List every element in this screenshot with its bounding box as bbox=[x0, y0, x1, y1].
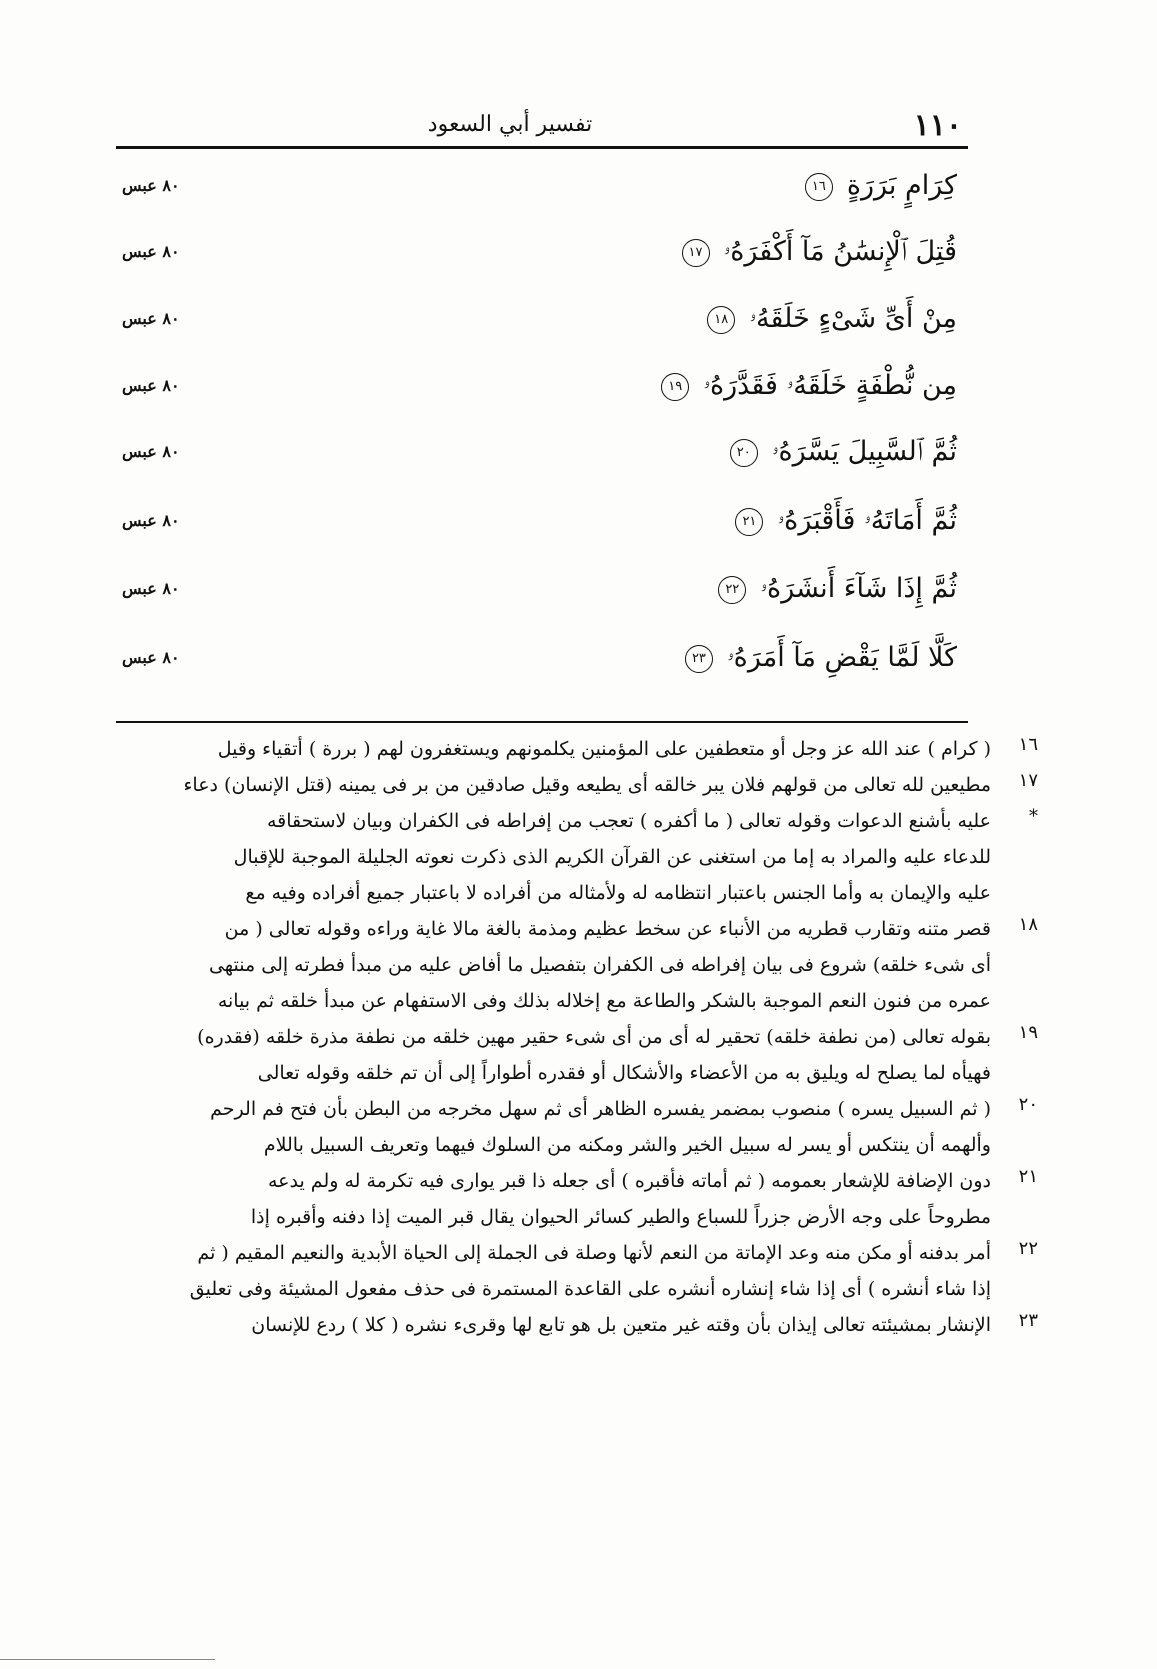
commentary-text: مطيعين لله تعالى من قولهم فلان يبر خالقه أى يطيعه وقيل صادقين من بر فى يمينه (قتل الإنسان) دعاء bbox=[183, 774, 991, 796]
verse-line: مِنْ أَىِّ شَىْءٍ خَلَقَهُۥ١٨ bbox=[357, 303, 957, 335]
commentary-line bbox=[0, 1166, 1157, 1202]
verse-reference: ٨٠ عبس bbox=[122, 511, 180, 530]
section-rule bbox=[116, 721, 968, 723]
verse-reference: ٨٠ عبس bbox=[122, 376, 180, 395]
verse-row bbox=[0, 563, 1157, 623]
commentary-text: مطروحاً على وجه الأرض جزراً للسباع والطير كسائر الحيوان يقال قبر الميت إذا دفنه وأقبره إذا bbox=[250, 1206, 991, 1228]
verse-block bbox=[0, 160, 1157, 705]
verse-line: كَلَّا لَمَّا يَقْضِ مَآ أَمَرَهُۥ٢٣ bbox=[357, 642, 957, 674]
ayah-number-marker: ١٦ bbox=[805, 173, 833, 201]
commentary-line bbox=[0, 806, 1157, 842]
verse-row bbox=[0, 426, 1157, 486]
line-number: ٢٣ bbox=[1018, 1310, 1038, 1331]
commentary-text: عمره من فنون النعم الموجبة بالشكر والطاعة مع إخلاله بذلك وفى الاستفهام عن مبدأ خلقه ثم بيانه bbox=[217, 990, 991, 1012]
verse-row bbox=[0, 226, 1157, 286]
ayah-number-marker: ٢٠ bbox=[730, 439, 758, 467]
verse-line: قُتِلَ ٱلْإِنسَٰنُ مَآ أَكْفَرَهُۥ١٧ bbox=[357, 236, 957, 268]
verse-reference: ٨٠ عبس bbox=[122, 242, 180, 261]
verse-reference: ٨٠ عبس bbox=[122, 176, 180, 195]
header-rule bbox=[116, 146, 968, 149]
commentary-line bbox=[0, 1310, 1157, 1346]
commentary-text: أى شىء خلقه) شروع فى بيان إفراطه فى الكفران بتفصيل ما أفاض عليه من مبدأ فطرته إلى منتهى bbox=[208, 954, 991, 976]
line-number: ١٧ bbox=[1018, 770, 1038, 791]
commentary-line bbox=[0, 1022, 1157, 1058]
verse-row bbox=[0, 293, 1157, 353]
verse-reference: ٨٠ عبس bbox=[122, 648, 180, 667]
commentary-text: بقوله تعالى (من نطفة خلقه) تحقير له أى من أى شىء حقير مهين خلقه من نطفة مذرة خلقه (فقدره) bbox=[197, 1026, 991, 1048]
commentary-text: للدعاء عليه والمراد به إما من استغنى عن القرآن الكريم الذى ذكرت نعوته الجليلة الموجبة للإقبال bbox=[233, 846, 991, 868]
commentary-line bbox=[0, 986, 1157, 1022]
footer-rule bbox=[0, 1659, 215, 1660]
line-number: ١٦ bbox=[1018, 734, 1038, 755]
commentary-line bbox=[0, 950, 1157, 986]
commentary-text: ( كرام ) عند الله عز وجل أو متعطفين على المؤمنين يكلمونهم ويستغفرون لهم ( بررة ) أتقياء وقيل bbox=[217, 738, 991, 760]
verse-reference: ٨٠ عبس bbox=[122, 442, 180, 461]
verse-reference: ٨٠ عبس bbox=[122, 579, 180, 598]
page-number: ١١٠ bbox=[913, 108, 962, 143]
commentary-text: وألهمه أن ينتكس أو يسر له سبيل الخير والشر ومكنه من السلوك فيهما وتعريف السبيل باللام bbox=[263, 1134, 991, 1156]
commentary-text: ( ثم السبيل يسره ) منصوب بمضمر يفسره الظاهر أى ثم سهل مخرجه من البطن بأن فتح فم الرحم bbox=[210, 1098, 991, 1120]
line-number: * bbox=[1029, 806, 1038, 827]
commentary-text: قصر متنه وتقارب قطريه من الأنباء عن سخط عظيم ومذمة بالغة مالا غاية وراءه وقوله تعالى ( من bbox=[224, 918, 991, 940]
commentary-line bbox=[0, 1058, 1157, 1094]
commentary-text: دون الإضافة للإشعار بعمومه ( ثم أماته فأقبره ) أى جعله ذا قبر يوارى فيه تكرمة له ولم يدعه bbox=[267, 1170, 991, 1192]
commentary-text: إذا شاء أنشره ) أى إذا شاء إنشاره أنشره على القاعدة المستمرة فى حذف مفعول المشيئة وفى تعليق bbox=[189, 1278, 991, 1300]
commentary-line bbox=[0, 770, 1157, 806]
commentary-line bbox=[0, 1094, 1157, 1130]
ayah-number-marker: ١٧ bbox=[682, 239, 710, 267]
line-number: ١٨ bbox=[1018, 914, 1038, 935]
ayah-number-marker: ١٩ bbox=[661, 373, 689, 401]
commentary-line bbox=[0, 878, 1157, 914]
running-title: تفسير أبي السعود bbox=[427, 112, 593, 137]
line-number: ١٩ bbox=[1018, 1022, 1038, 1043]
commentary-text: عليه والإيمان به وأما الجنس باعتبار انتظامه له ولأمثاله من أفراده لا باعتبار جميع أفراده وفيه مع bbox=[245, 882, 991, 904]
verse-line: ثُمَّ ٱلسَّبِيلَ يَسَّرَهُۥ٢٠ bbox=[357, 436, 957, 468]
commentary-line bbox=[0, 1202, 1157, 1238]
commentary-line bbox=[0, 1274, 1157, 1310]
commentary-line bbox=[0, 1130, 1157, 1166]
verse-line: كِرَامٍ بَرَرَةٍ١٦ bbox=[357, 170, 957, 201]
commentary-text: فهيأه لما يصلح له ويليق به من الأعضاء والأشكال أو فقدره أطواراً إلى أن تم خلقه وقوله تعالى bbox=[257, 1062, 991, 1084]
commentary-line bbox=[0, 914, 1157, 950]
ayah-number-marker: ٢٣ bbox=[685, 645, 713, 673]
verse-row bbox=[0, 495, 1157, 555]
commentary-text: عليه بأشنع الدعوات وقوله تعالى ( ما أكفره ) تعجب من إفراطه فى الكفران وبيان لاستحقاقه bbox=[266, 810, 991, 832]
verse-line: ثُمَّ إِذَا شَآءَ أَنشَرَهُۥ٢٢ bbox=[357, 573, 957, 605]
commentary-text: الإنشار بمشيئته تعالى إيذان بأن وقته غير متعين بل هو تابع لها وقرىء نشره ( كلا ) ردع للإنسان bbox=[251, 1314, 991, 1336]
line-number: ٢٠ bbox=[1018, 1094, 1038, 1115]
verse-line: ثُمَّ أَمَاتَهُۥ فَأَقْبَرَهُۥ٢١ bbox=[357, 505, 957, 537]
commentary-line bbox=[0, 734, 1157, 770]
commentary-line bbox=[0, 1238, 1157, 1274]
line-number: ٢٢ bbox=[1018, 1238, 1038, 1259]
verse-row bbox=[0, 360, 1157, 420]
commentary-text: أمر بدفنه أو مكن منه وعد الإماتة من النعم لأنها وصلة فى الجملة إلى الحياة الأبدية والنعيم المقيم ( ثم bbox=[197, 1242, 991, 1264]
ayah-number-marker: ٢٢ bbox=[718, 576, 746, 604]
ayah-number-marker: ٢١ bbox=[735, 508, 763, 536]
verse-row bbox=[0, 632, 1157, 692]
commentary-line bbox=[0, 842, 1157, 878]
verse-line: مِن نُّطْفَةٍ خَلَقَهُۥ فَقَدَّرَهُۥ١٩ bbox=[357, 370, 957, 402]
line-number: ٢١ bbox=[1018, 1166, 1038, 1187]
ayah-number-marker: ١٨ bbox=[707, 306, 735, 334]
verse-reference: ٨٠ عبس bbox=[122, 309, 180, 328]
verse-row bbox=[0, 160, 1157, 220]
